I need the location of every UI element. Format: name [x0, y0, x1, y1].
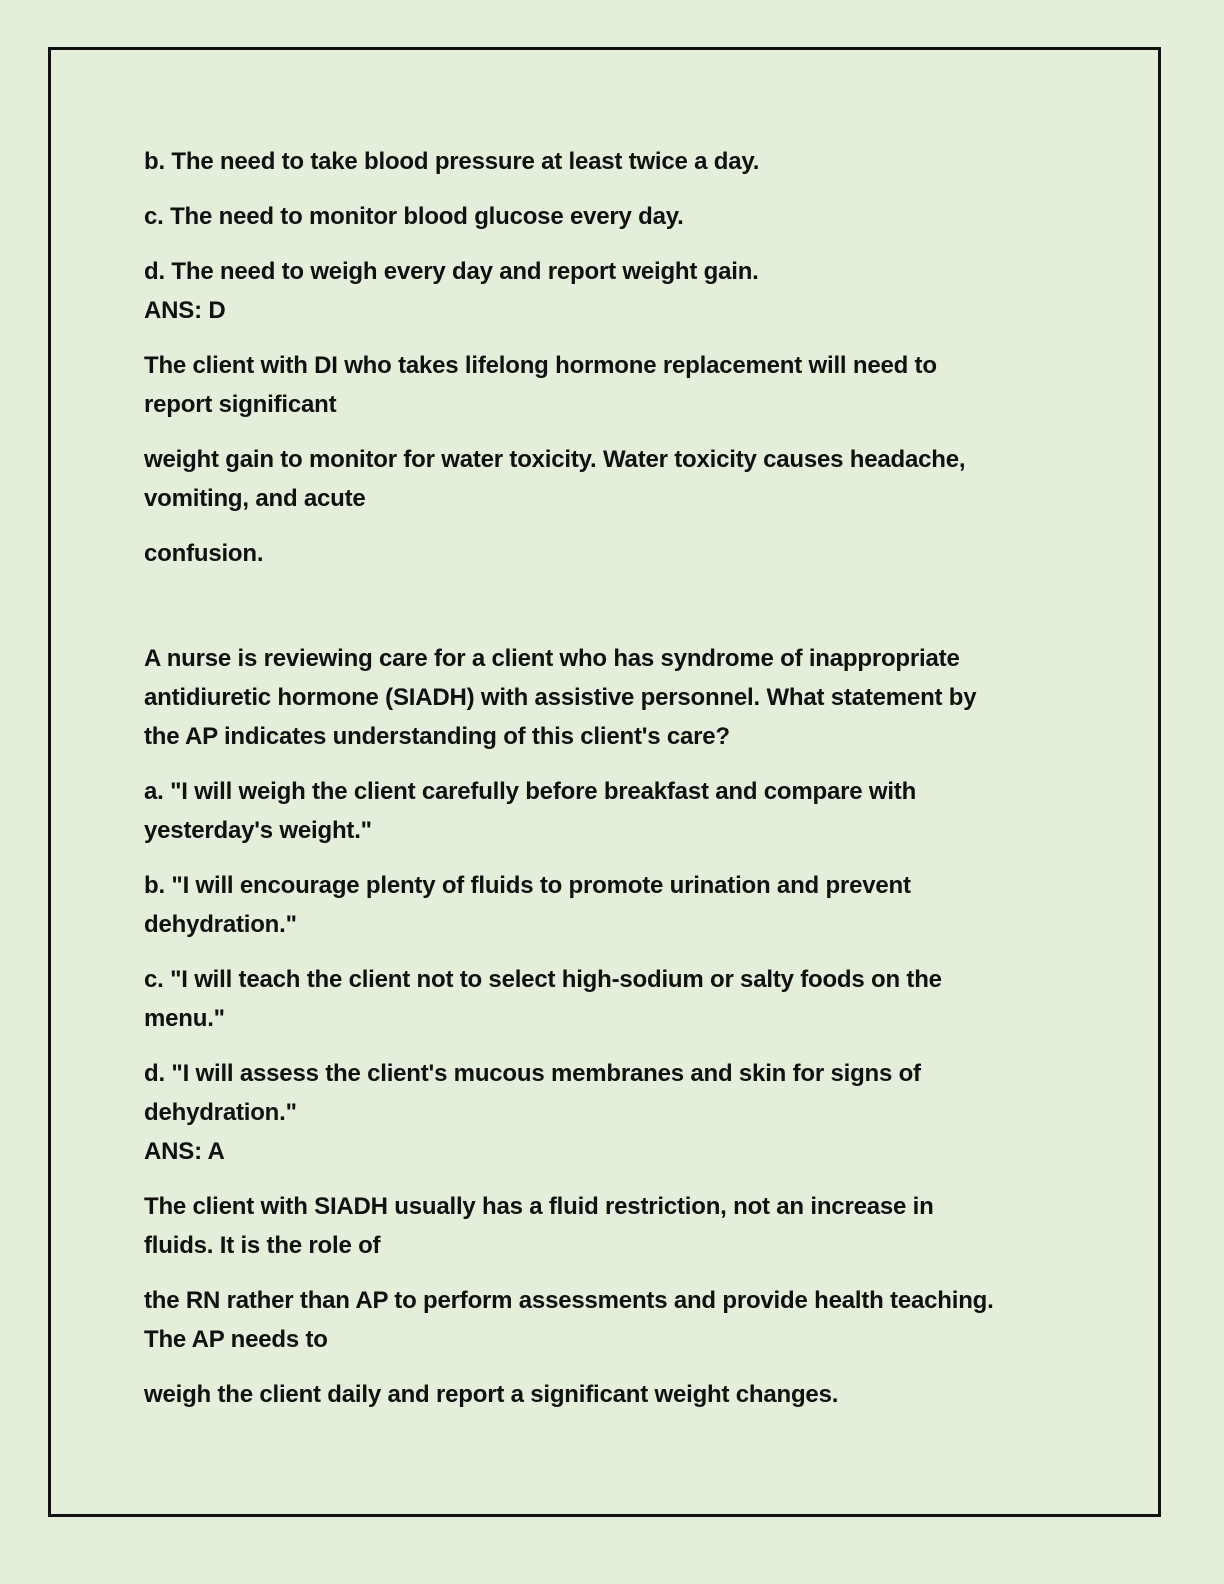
- option-d: d. "I will assess the client's mucous membranes and skin for signs of: [144, 1060, 921, 1087]
- rationale-line: confusion.: [144, 540, 264, 567]
- option-b: dehydration.": [144, 911, 297, 938]
- rationale-line: weigh the client daily and report a significant weight changes.: [144, 1381, 839, 1408]
- rationale-line: report significant: [144, 391, 337, 418]
- rationale-line: The client with DI who takes lifelong hormone replacement will need to: [144, 352, 937, 379]
- question-line: the AP indicates understanding of this client's care?: [144, 723, 730, 750]
- question-line: A nurse is reviewing care for a client who has syndrome of inappropriate: [144, 645, 960, 672]
- option-b: b. The need to take blood pressure at least twice a day.: [144, 148, 760, 175]
- rationale-line: The AP needs to: [144, 1326, 328, 1353]
- rationale-line: weight gain to monitor for water toxicity. Water toxicity causes headache,: [144, 446, 966, 473]
- rationale-line: fluids. It is the role of: [144, 1232, 381, 1259]
- rationale-line: vomiting, and acute: [144, 485, 366, 512]
- option-d: d. The need to weigh every day and report weight gain.: [144, 258, 759, 285]
- rationale-line: The client with SIADH usually has a fluid restriction, not an increase in: [144, 1193, 934, 1220]
- option-a: a. "I will weigh the client carefully before breakfast and compare with: [144, 778, 917, 805]
- option-a: yesterday's weight.": [144, 817, 372, 844]
- rationale-line: the RN rather than AP to perform assessments and provide health teaching.: [144, 1287, 994, 1314]
- option-c: menu.": [144, 1005, 225, 1032]
- option-b: b. "I will encourage plenty of fluids to promote urination and prevent: [144, 872, 911, 899]
- answer: ANS: D: [144, 297, 226, 324]
- option-c: c. "I will teach the client not to select high-sodium or salty foods on the: [144, 966, 942, 993]
- answer: ANS: A: [144, 1138, 225, 1165]
- document-content: [144, 142, 1074, 1414]
- option-d: dehydration.": [144, 1099, 297, 1126]
- option-c: c. The need to monitor blood glucose every day.: [144, 203, 684, 230]
- question-line: antidiuretic hormone (SIADH) with assistive personnel. What statement by: [144, 684, 977, 711]
